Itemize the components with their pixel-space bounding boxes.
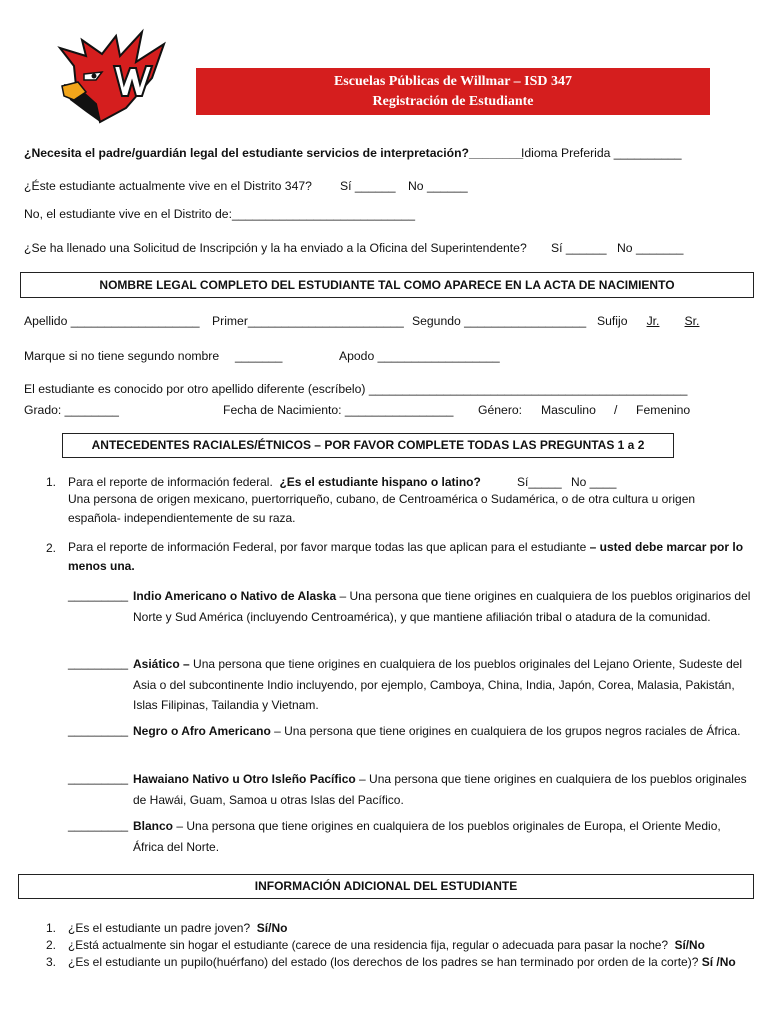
lives-yes: Sí ______ xyxy=(340,179,396,193)
option-pacific-islander xyxy=(133,769,753,810)
gender-label: Género: xyxy=(478,403,523,417)
title-line-1: Escuelas Públicas de Willmar – ISD 347 xyxy=(333,74,573,89)
option-title: Indio Americano o Nativo de Alaska xyxy=(133,589,337,603)
option-desc: – Una persona que tiene origines en cualquiera de los pueblos originales de Hawái, Guam, Samoa u otras Islas del Pacífico. xyxy=(133,772,747,807)
additional-number: 2. xyxy=(46,938,57,952)
no-middle-name-blank: _______ xyxy=(235,349,283,363)
q1-no: No ____ xyxy=(571,475,617,489)
sufijo-label: Sufijo xyxy=(597,314,628,328)
gender-male: Masculino xyxy=(541,403,596,417)
suffix-sr: Sr. xyxy=(684,314,700,328)
other-surname-field: El estudiante es conocido por otro apellido diferente (escríbelo) _______________________________________________ xyxy=(24,382,688,396)
no-middle-name-label: Marque si no tiene segundo nombre xyxy=(24,349,220,363)
gender-separator: / xyxy=(614,403,618,417)
q1-intro: Para el reporte de información federal. xyxy=(68,475,273,489)
interpreter-question: ¿Necesita el padre/guardián legal del estudiante servicios de interpretación?________ xyxy=(24,146,524,160)
additional-answer: Sí/No xyxy=(674,938,705,952)
additional-answer: Sí/No xyxy=(256,921,288,935)
option-desc: – Una persona que tiene origines en cualquiera de los grupos negros raciales de África. xyxy=(270,724,741,738)
option-blank: _________ xyxy=(68,588,129,602)
additional-item-homeless xyxy=(68,938,705,952)
additional-item-ward xyxy=(68,953,748,971)
option-title: Blanco xyxy=(133,819,174,833)
additional-answer: Sí /No xyxy=(701,955,736,969)
option-title: Negro o Afro Americano xyxy=(133,724,271,738)
additional-number: 1. xyxy=(46,921,57,935)
district-question: No, el estudiante vive en el Distrito de:___________________________ xyxy=(24,207,415,221)
additional-question: ¿Es el estudiante un padre joven? xyxy=(68,921,251,935)
option-white xyxy=(133,816,753,857)
option-blank: _________ xyxy=(68,723,129,737)
segundo-field: Segundo __________________ xyxy=(412,314,587,328)
option-desc: Una persona que tiene origines en cualquiera de los pueblos originales del Lejano Oriente, Sudeste del Asia o del subcontinente Indio incluyendo, por ejemplo, Camboya, China, India, Japón, Corea, Malasia, Pakistán, Islas Filipinas, Tailandia y Vietnam. xyxy=(133,657,743,712)
additional-question: ¿Está actualmente sin hogar el estudiante (carece de una residencia fija, regular o adecuada para pasar la noche? xyxy=(68,938,669,952)
additional-item-young-parent xyxy=(68,921,287,935)
preferred-language: Idioma Preferida __________ xyxy=(521,146,682,160)
apellido-field: Apellido ___________________ xyxy=(24,314,200,328)
q1-yes: Sí_____ xyxy=(517,475,562,489)
option-blank: _________ xyxy=(68,656,129,670)
option-blank: _________ xyxy=(68,771,129,785)
birth-date-field: Fecha de Nacimiento: ________________ xyxy=(223,403,454,417)
lives-no: No ______ xyxy=(408,179,468,193)
q1-line xyxy=(68,475,481,489)
grado-field: Grado: ________ xyxy=(24,403,119,417)
cardinal-logo-icon xyxy=(56,26,172,126)
lives-question: ¿Éste estudiante actualmente vive en el Distrito 347? xyxy=(24,179,312,193)
option-asian xyxy=(133,654,753,716)
q2-number: 2. xyxy=(46,541,57,555)
q1-number: 1. xyxy=(46,475,57,489)
option-title: Asiático – xyxy=(133,657,190,671)
application-yes: Sí ______ xyxy=(551,241,607,255)
option-title: Hawaiano Nativo u Otro Isleño Pacífico xyxy=(133,772,356,786)
q2-bold: – usted debe marcar por lo menos una. xyxy=(68,540,744,573)
suffix-jr: Jr. xyxy=(646,314,660,328)
option-black xyxy=(133,721,753,742)
name-section-heading: NOMBRE LEGAL COMPLETO DEL ESTUDIANTE TAL COMO APARECE EN LA ACTA DE NACIMIENTO xyxy=(20,272,754,298)
q2-text xyxy=(68,538,748,576)
additional-number: 3. xyxy=(46,955,57,969)
option-blank: _________ xyxy=(68,818,129,832)
gender-female: Femenino xyxy=(636,403,691,417)
primer-field: Primer_______________________ xyxy=(212,314,404,328)
option-desc: – Una persona que tiene origines en cualquiera de los pueblos originarios del Norte y Sud América (incluyendo Centroamérica), y que mantiene afiliación tribal o atadura de la comunidad. xyxy=(133,589,751,624)
q1-question: ¿Es el estudiante hispano o latino? xyxy=(279,475,481,489)
title-banner xyxy=(196,68,710,115)
title-line-2: Registración de Estudiante xyxy=(372,94,534,109)
q2-intro: Para el reporte de información Federal, por favor marque todas las que aplican para el estudiante xyxy=(68,540,587,554)
race-section-heading: ANTECEDENTES RACIALES/ÉTNICOS – POR FAVOR COMPLETE TODAS LAS PREGUNTAS 1 a 2 xyxy=(62,433,674,458)
application-no: No _______ xyxy=(617,241,684,255)
q1-description: Una persona de origen mexicano, puertorriqueño, cubano, de Centroamérica o Sudamérica, o de otra cultura u origen española- independientemente de su raza. xyxy=(68,492,696,525)
additional-question: ¿Es el estudiante un pupilo(huérfano) del estado (los derechos de los padres se han terminado por orden de la corte)? xyxy=(68,955,699,969)
option-american-indian xyxy=(133,586,753,627)
application-question: ¿Se ha llenado una Solicitud de Inscripción y la ha enviado a la Oficina del Superintendente? xyxy=(24,241,527,255)
option-desc: – Una persona que tiene origines en cualquiera de los pueblos originales de Europa, el Oriente Medio, África del Norte. xyxy=(133,819,721,854)
apodo-field: Apodo __________________ xyxy=(339,349,500,363)
additional-section-heading: INFORMACIÓN ADICIONAL DEL ESTUDIANTE xyxy=(18,874,754,899)
